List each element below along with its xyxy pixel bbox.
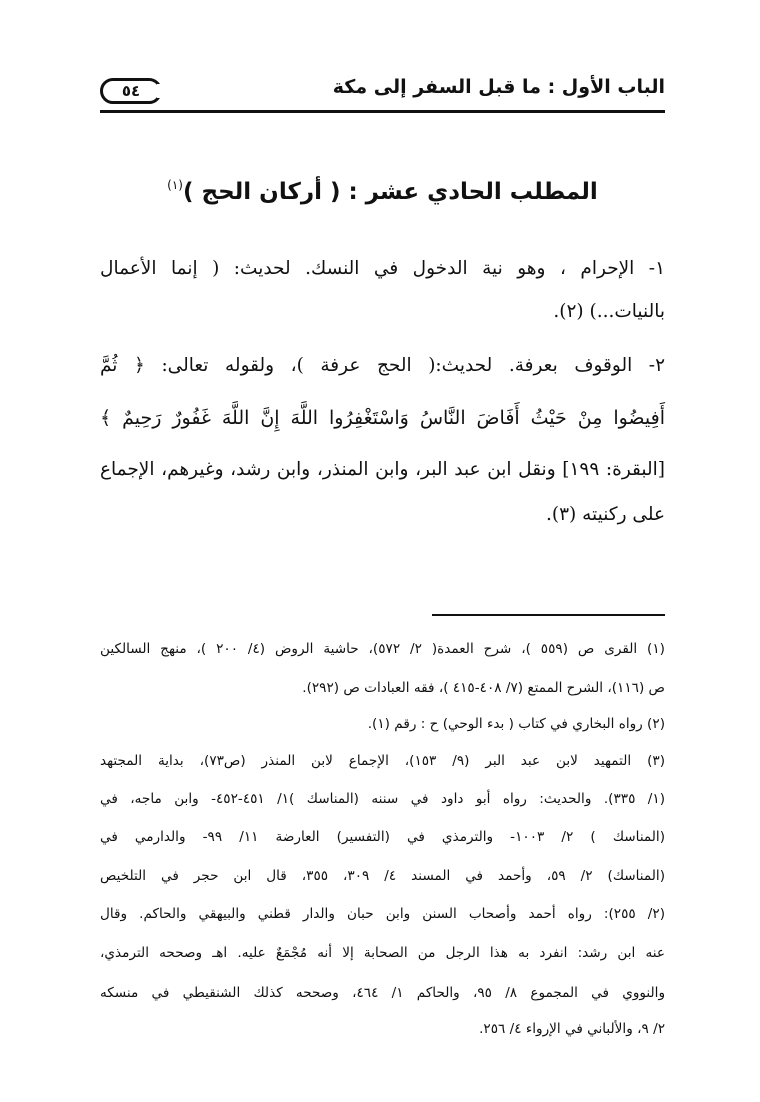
footnote-line: (٢/ ٢٥٥): رواه أحمد وأصحاب السنن وابن حبان والدار قطني والبيهقي والحاكم. وقال <box>100 906 665 922</box>
section-heading <box>100 178 665 205</box>
running-header <box>100 72 665 112</box>
footnote-line: (٣) التمهيد لابن عبد البر (٩/ ١٥٣)، الإجماع لابن المنذر (ص٧٣)، بداية المجتهد <box>100 753 666 769</box>
page-number: ٥٤ <box>121 82 141 100</box>
paragraph-2-line-3: [البقرة: ١٩٩] ونقل ابن عبد البر، وابن المنذر، وابن رشد، وغيرهم، الإجماع <box>100 459 665 480</box>
paragraph-2-line-1: ٢- الوقوف بعرفة. لحديث:( الحج عرفة )، ولقوله تعالى: ﴿ ثُمَّ <box>100 355 665 376</box>
page-number-badge <box>100 78 162 104</box>
section-heading-text: المطلب الحادي عشر : ( أركان الحج ) <box>182 179 598 205</box>
footnote-line: (١) القرى ص (٥٥٩ )، شرح العمدة( ٢/ ٥٧٢)، حاشية الروض (٤/ ٢٠٠ )، منهج السالكين <box>100 641 665 657</box>
footnote-line: (المناسك ) ٢/ ١٠٠٣- والترمذي في (التفسير) العارضة ١١/ ٩٩- والدارمي في <box>100 829 665 845</box>
paragraph-1-line-2: بالنيات...) (٢). <box>553 301 665 322</box>
footnote-separator <box>432 614 665 616</box>
footnote-line: عنه ابن رشد: انفرد به هذا الرجل من الصحابة إلا أنه مُجْمَعٌ عليه. اهـ وصححه الترمذي، <box>100 945 665 961</box>
paragraph-2-line-4: على ركنيته (٣). <box>545 504 665 525</box>
quran-verse-line: أَفِيضُوا مِنْ حَيْثُ أَفَاضَ النَّاسُ وَاسْتَغْفِرُوا اللَّهَ إِنَّ اللَّهَ غَفُورٌ رَحِيمٌ ﴾ <box>100 407 665 429</box>
footnote-line: ص (١١٦)، الشرح الممتع (٧/ ٤٠٨-٤١٥ )، فقه العبادات ص (٢٩٢). <box>302 680 665 696</box>
footnote-line: (المناسك) ٢/ ٥٩، وأحمد في المسند ٤/ ٣٠٩، ٣٥٥، قال ابن حجر في التلخيص <box>100 868 665 884</box>
footnote-line: (١/ ٣٣٥). والحديث: رواه أبو داود في سننه (المناسك )١/ ٤٥١-٤٥٢- وابن ماجه، في <box>100 791 666 807</box>
chapter-title: الباب الأول : ما قبل السفر إلى مكة <box>332 76 665 98</box>
footnote-line: (٢) رواه البخاري في كتاب ( بدء الوحي) ح : رقم (١). <box>367 716 665 732</box>
header-rule <box>100 110 665 113</box>
footnote-line: والنووي في المجموع ٨/ ٩٥، والحاكم ١/ ٤٦٤، وصححه كذلك الشنقيطي في منسكه <box>100 985 666 1001</box>
paragraph-1-line-1: ١- الإحرام ، وهو نية الدخول في النسك. لحديث: ( إنما الأعمال <box>100 258 665 279</box>
footnote-ref: (١) <box>167 178 183 192</box>
footnote-line: ٢/ ٩، والألباني في الإرواء ٤/ ٢٥٦. <box>479 1021 665 1037</box>
